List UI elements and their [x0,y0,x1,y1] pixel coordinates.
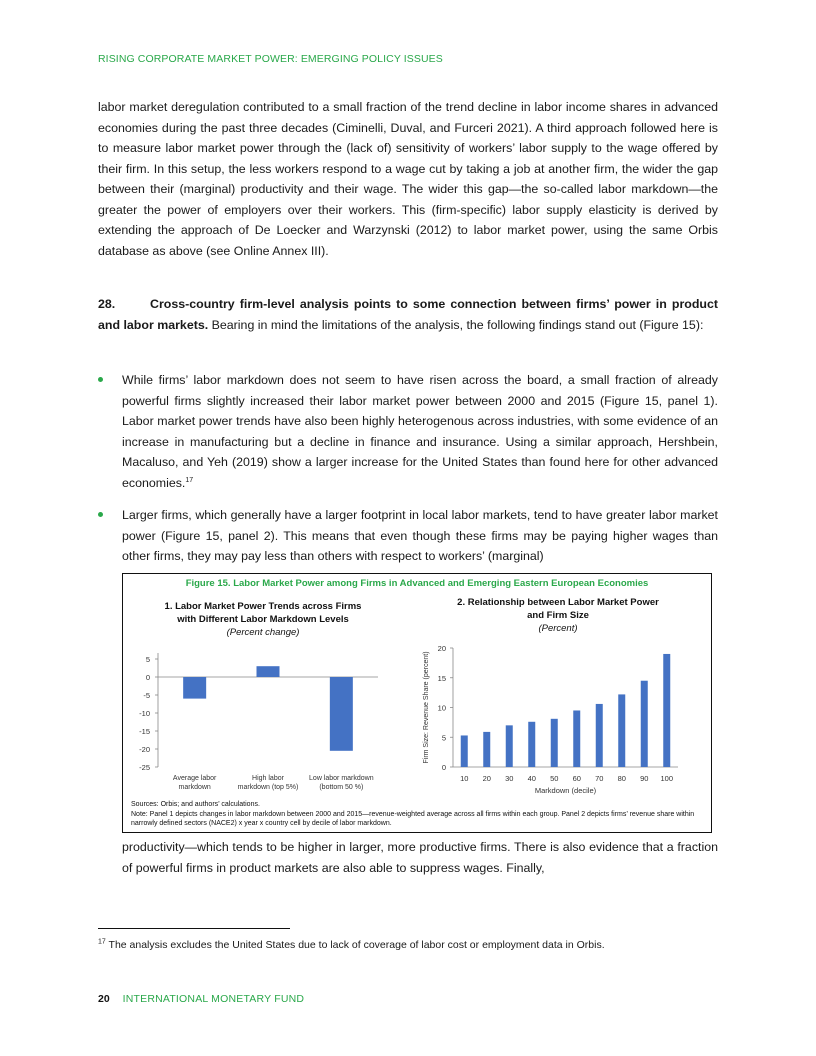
bullet-item-2 [98,505,718,567]
panel-2-y-axis-label: Firm Size: Revenue Share (percent) [423,651,430,764]
panel-1-category-label: markdown (top 5%) [237,784,299,791]
panel-1-category-label: Low labor markdown [309,775,374,782]
paragraph-continuation: labor market deregulation contributed to a small fraction of the trend decline in labor income shares in advanced economies during the past three decades (Ciminelli, Duval, and Furceri 2021). A third approach followed here is to measure labor market power through the (lack of) sensitivity of workers’ labor supply to the wage offered by their firm. In this setup, the less workers respond to a wage cut by taking a job at another firm, the wider the gap between their (marginal) productivity and their wage. The wider this gap—the so-called labor markdown—the greater the power of employers over their workers. This (firm-specific) labor supply elasticity is derived by extending the approach of De Loecker and Warzynski (2012) to labor market power, using the same Orbis database as above (see Online Annex III). [98,100,718,258]
panel-2-bar [618,694,625,767]
panel-2-bar [596,704,603,767]
panel-2-y-tick-label: 15 [437,673,446,683]
panel-2-x-tick-label: 50 [550,774,559,783]
panel-2-bar [528,722,535,767]
panel-2-bar [663,654,670,767]
panel-2-y-tick-label: 0 [441,763,446,772]
panel-2-x-axis-label: Markdown (decile) [534,786,597,795]
panel-2-x-tick-label: 100 [660,774,674,783]
panel-2-y-tick-label: 5 [441,733,446,743]
panel-2-x-tick-label: 30 [505,774,514,783]
footnote-text: The analysis excludes the United States due to lack of coverage of labor cost or employment data in Orbis. [105,939,605,951]
panel-2-title-line1: 2. Relationship between Labor Market Power [457,597,659,608]
page-footer [98,993,304,1005]
panel-2-x-tick-label: 60 [572,774,581,783]
bullet-item-1 [98,370,718,493]
footnote-divider [98,928,290,929]
footnote-ref[interactable]: 17 [185,476,194,484]
panel-1-bar [330,677,353,751]
panel-2-subtitle: (Percent) [538,623,578,634]
footer-label: INTERNATIONAL MONETARY FUND [122,993,305,1005]
figure-note: Note: Panel 1 depicts changes in labor markdown between 2000 and 2015—revenue-weighted average across all firms within each group. Panel 2 depicts firms’ revenue share within narrowly defined sectors (NACE2) x year x country cell by decile of labor markdown. [131,810,695,827]
paragraph-body: Bearing in mind the limitations of the analysis, the following findings stand out (Figure 15): [208,317,704,332]
footnote-17 [98,938,718,952]
panel-1-category-label: markdown [178,784,211,791]
panel-2-x-tick-label: 40 [527,774,536,783]
panel-2-bar [506,725,513,767]
bullet-text: Larger firms, which generally have a larger footprint in local labor markets, tend to have greater labor market power (Figure 15, panel 2). This means that even though these firms may be paying higher wages than other firms, they may pay less than others with respect to workers’ (marginal) [122,508,718,563]
panel-1-y-tick-label: -15 [139,727,150,736]
figure-charts [123,574,710,799]
panel-1-y-tick-label: -20 [139,745,150,754]
panel-2-bar [641,681,648,767]
panel-1-y-tick-label: -5 [143,691,150,700]
panel-2-x-tick-label: 20 [482,774,491,783]
paragraph-28 [98,294,718,335]
panel-1-category-label: High labor [252,775,284,782]
panel-2-y-tick-label: 20 [437,644,446,653]
panel-1-y-tick-label: -25 [139,763,150,772]
panel-2-bar [483,732,490,767]
panel-2-y-tick-label: 10 [437,703,446,713]
paragraph-lead: Cross-country firm-level analysis points to some connection between firms’ power in product and labor markets. [98,297,718,332]
bullet-text: While firms’ labor markdown does not seem to have risen across the board, a small fraction of already powerful firms slightly increased their labor market power between 2000 and 2015 (Figure 15, panel 1). Labor market power trends have also been highly heterogenous across industries, with some evidence of an increase in manufacturing but a decline in finance and insurance. Using a similar approach, Hershbein, Macaluso, and Yeh (2019) show a larger increase for the United States than found here for other advanced economies. [122,373,718,490]
paragraph-number: 28. [98,297,116,311]
bullet-dot-icon [98,512,103,517]
paragraph-continued: productivity—which tends to be higher in larger, more productive firms. There is also evidence that a fraction of powerful firms in product markets are also able to suppress wages. Finally, [122,840,718,875]
panel-2-x-tick-label: 70 [595,774,604,783]
bullet-dot-icon [98,377,103,382]
panel-1-title-line1: 1. Labor Market Power Trends across Firms [164,601,362,612]
panel-1-title-line2: with Different Labor Markdown Levels [177,614,349,625]
panel-1-y-tick-label: 0 [145,673,150,682]
panel-2-x-tick-label: 10 [460,774,469,783]
panel-2-bar [461,735,468,767]
panel-1-category-label: (bottom 50 %) [319,784,364,791]
panel-1-bar [183,677,206,699]
panel-2-x-tick-label: 90 [640,774,649,783]
panel-1-bar [257,666,280,677]
figure-title: Figure 15. Labor Market Power among Firms in Advanced and Emerging Eastern European Economies [185,578,649,589]
figure-sources: Sources: Orbis; and authors’ calculations. [131,801,260,808]
panel-1-y-tick-label: 5 [145,655,150,664]
figure-source [131,800,707,829]
panel-2-title-line2: and Firm Size [527,610,589,621]
running-header: RISING CORPORATE MARKET POWER: EMERGING POLICY ISSUES [98,53,443,65]
panel-1-y-tick-label: -10 [139,709,150,718]
page-number: 20 [98,993,110,1005]
panel-1-category-label: Average labor [172,775,217,782]
panel-2-bar [573,710,580,767]
panel-2-x-tick-label: 80 [617,774,626,783]
panel-1-subtitle: (Percent change) [226,627,300,638]
footnote-number: 17 [98,938,106,946]
panel-2-bar [551,719,558,767]
figure-15 [122,573,712,833]
